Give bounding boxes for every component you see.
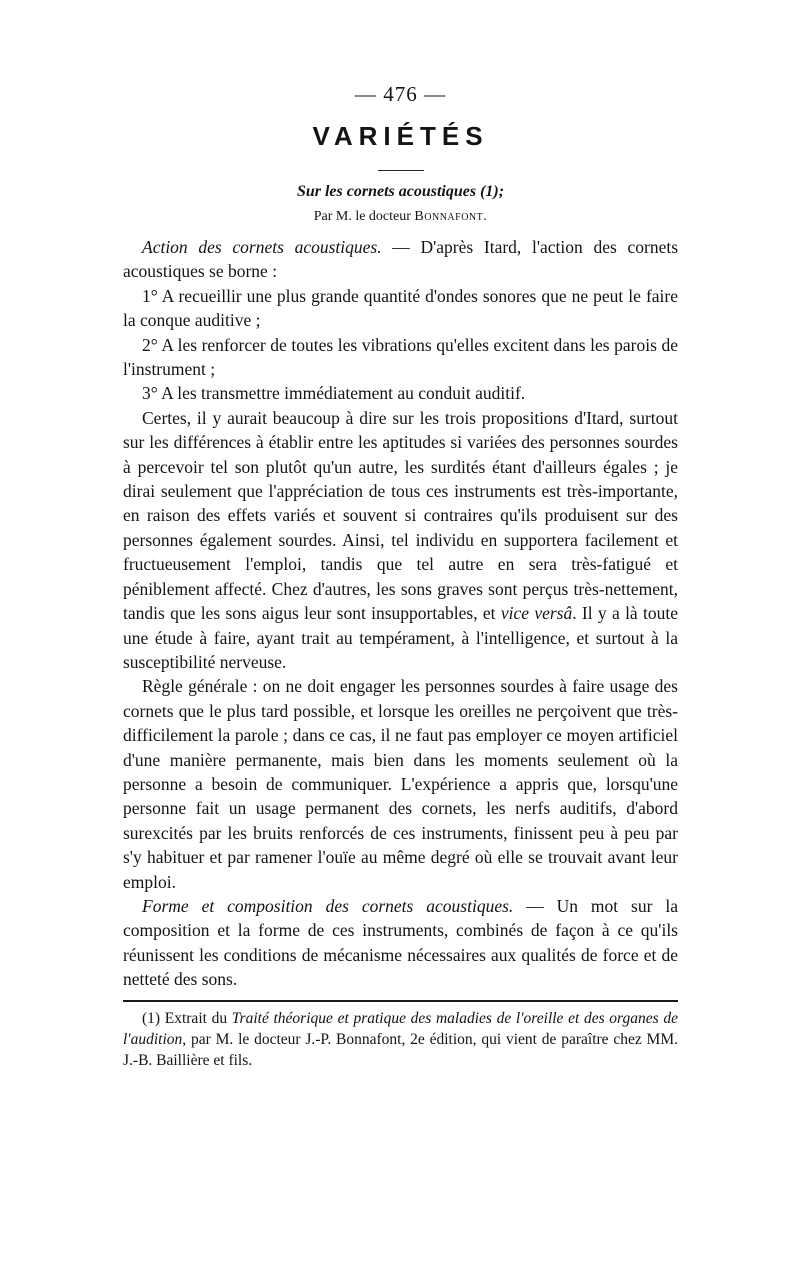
footnote-marker: (1) Extrait du — [142, 1009, 232, 1027]
subhead-action: Action des cornets acoustiques. — [142, 237, 382, 257]
footnote-text — [123, 1008, 678, 1071]
paragraph-certes-a: Certes, il y aurait beaucoup à dire sur les trois propositions d'Itard, surtout sur les différences à établir entre les aptitudes si variées des personnes sourdes à percevoir tel son plutôt qu'un autre, les surdités étant d'ailleurs égales ; je dirai seulement que l'appréciation de tous ces instruments est très-importante, en raison des effets variés et souvent si contraires qu'ils produisent sur des personnes également sourdes. Ainsi, tel individu en supportera facilement et fructueusement l'emploi, tandis que tel autre en sera très-fatigué et péniblement affecté. Chez d'autres, les sons graves sont perçus très-nettement, tandis que les sons aigus leur sont insupportables, et — [123, 407, 678, 624]
page-number: — 476 — — [355, 82, 446, 106]
paragraph-action — [123, 235, 678, 284]
paragraph-action-text: — D'après Itard, l'action des cornets acoustiques se borne : — [123, 237, 679, 282]
paragraph-certes-italic: vice versâ — [500, 603, 573, 624]
list-item-3: 3° A les transmettre immédiatement au conduit auditif. — [142, 383, 526, 404]
byline-author: Bonnafont. — [414, 209, 488, 224]
footnote-book-title: Traité théorique et pratique des maladies de l'oreille et des organes de l'audition — [123, 1009, 678, 1048]
article-body — [123, 235, 678, 992]
byline — [123, 209, 678, 225]
article-title: Sur les cornets acoustiques (1); — [296, 183, 505, 200]
paragraph-forme — [123, 894, 678, 992]
book-page — [123, 82, 678, 1071]
footnote — [123, 1008, 678, 1071]
paragraph-forme-text: — Un mot sur la composition et la forme de ces instruments, combinés de façon à ce qu'ils réunissent les conditions de mécanisme nécessaires aux qualités de force et de netteté des sons. — [123, 895, 678, 990]
footnote-rest: , par M. le docteur J.-P. Bonnafont, 2e édition, qui vient de paraître chez MM. J.-B. Baillière et fils. — [123, 1030, 678, 1069]
subhead-forme: Forme et composition des cornets acoustiques. — [142, 895, 514, 916]
section-title: VARIÉTÉS — [312, 121, 489, 151]
byline-prefix: Par M. le docteur — [313, 209, 411, 224]
footnote-divider — [123, 1000, 678, 1002]
paragraph-certes-b: . Il y a là toute une étude à faire, ayant trait au tempérament, à l'intelligence, et surtout à la susceptibilité nerveuse. — [123, 603, 678, 672]
paragraph-regle: Règle générale : on ne doit engager les personnes sourdes à faire usage des cornets que le plus tard possible, et lorsque les oreilles ne perçoivent que très-difficilement la parole ; dans ce cas, il ne faut pas employer ce moyen artificiel d'une manière permanente, mais bien dans les moments seulement où la personne a besoin de communiquer. L'expérience a appris que, lorsqu'une personne fait un usage permanent des cornets, les nerfs auditifs, d'abord surexcités par les bruits renforcés de ces instruments, finissent peu à peu par s'y habituer et par ramener l'ouïe au même degré où elle se trouvait avant leur emploi. — [123, 676, 678, 892]
title-divider — [378, 170, 424, 171]
paragraph-certes — [123, 406, 678, 674]
list-item-1: 1° A recueillir une plus grande quantité d'ondes sonores que ne peut le faire la conque auditive ; — [123, 285, 678, 331]
list-item-2: 2° A les renforcer de toutes les vibrations qu'elles excitent dans les parois de l'instrument ; — [123, 334, 678, 380]
